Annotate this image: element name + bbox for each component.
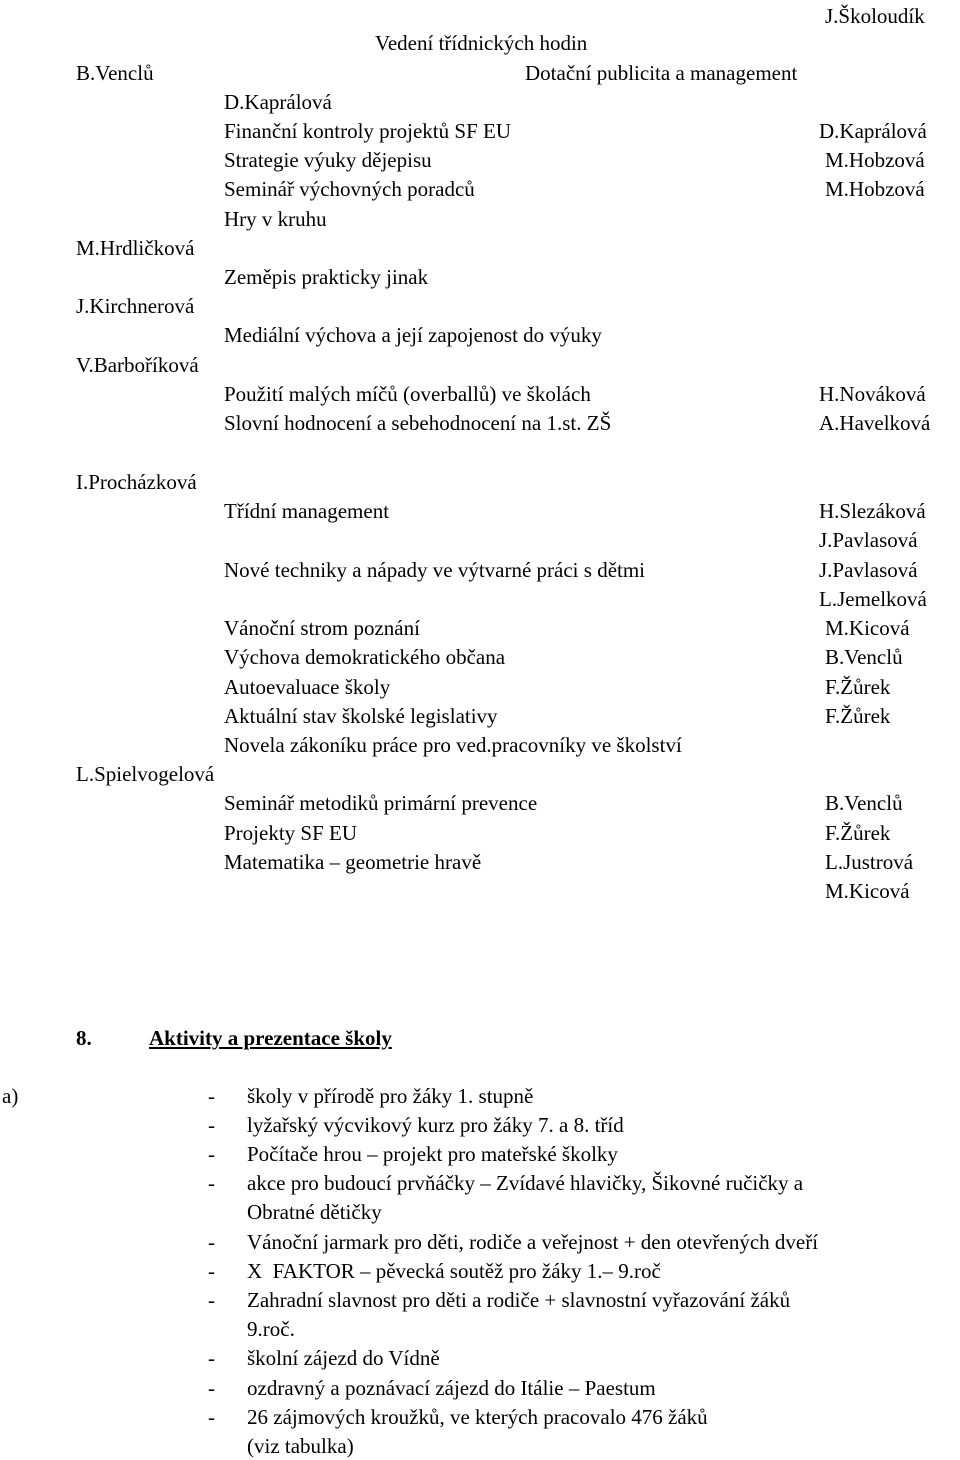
name-novakova: H.Nováková bbox=[819, 382, 926, 406]
list-bullet: - bbox=[208, 1113, 215, 1137]
course-nove: Nové techniky a nápady ve výtvarné práci s dětmi bbox=[224, 558, 646, 582]
list-bullet: - bbox=[208, 1376, 215, 1400]
list-item-continuation: Obratné dětičky bbox=[247, 1200, 382, 1224]
name-zurek: F.Žůrek bbox=[825, 675, 891, 699]
list-item: ozdravný a poznávací zájezd do Itálie – Paestum bbox=[247, 1376, 656, 1400]
course-aktualni: Aktuální stav školské legislativy bbox=[224, 704, 498, 728]
name-havelkova: A.Havelková bbox=[819, 411, 931, 435]
list-item: X FAKTOR – pěvecká soutěž pro žáky 1.– 9.roč bbox=[247, 1259, 661, 1283]
name-hrdlickova: M.Hrdličková bbox=[76, 236, 195, 260]
name-pavlasova: J.Pavlasová bbox=[819, 558, 918, 582]
list-item: Zahradní slavnost pro děti a rodiče + slavnostní vyřazování žáků bbox=[247, 1288, 791, 1312]
list-bullet: - bbox=[208, 1230, 215, 1254]
course-dotacni: Dotační publicita a management bbox=[525, 61, 798, 85]
list-item: školní zájezd do Vídně bbox=[247, 1346, 440, 1370]
course-strategie: Strategie výuky dějepisu bbox=[224, 148, 432, 172]
name-justrova: L.Justrová bbox=[825, 850, 914, 874]
list-item: akce pro budoucí prvňáčky – Zvídavé hlavičky, Šikovné ručičky a bbox=[247, 1171, 804, 1195]
course-vychova: Výchova demokratického občana bbox=[224, 645, 506, 669]
list-item-continuation: (viz tabulka) bbox=[247, 1434, 354, 1458]
list-bullet: - bbox=[208, 1405, 215, 1429]
name-kirchnerova: J.Kirchnerová bbox=[76, 294, 195, 318]
list-item: školy v přírodě pro žáky 1. stupně bbox=[247, 1084, 534, 1108]
course-zemepis: Zeměpis prakticky jinak bbox=[224, 265, 429, 289]
list-bullet: - bbox=[208, 1142, 215, 1166]
name-spielvogelova: L.Spielvogelová bbox=[76, 762, 215, 786]
course-vanocni: Vánoční strom poznání bbox=[224, 616, 420, 640]
name-skoloudik: J.Školoudík bbox=[825, 4, 925, 28]
name-barborikova: V.Barboříková bbox=[76, 353, 199, 377]
name-kicova: M.Kicová bbox=[825, 616, 910, 640]
list-item: Vánoční jarmark pro děti, rodiče a veřejnost + den otevřených dveří bbox=[247, 1230, 819, 1254]
list-bullet: - bbox=[208, 1259, 215, 1283]
name-kicova: M.Kicová bbox=[825, 879, 910, 903]
list-bullet: - bbox=[208, 1171, 215, 1195]
course-autoevaluace: Autoevaluace školy bbox=[224, 675, 391, 699]
course-seminar-vychovnych: Seminář výchovných poradců bbox=[224, 177, 475, 201]
course-medialni: Mediální výchova a její zapojenost do výuky bbox=[224, 323, 602, 347]
course-projekty: Projekty SF EU bbox=[224, 821, 358, 845]
name-zurek: F.Žůrek bbox=[825, 821, 891, 845]
name-hobzova: M.Hobzová bbox=[825, 148, 925, 172]
course-vedeni: Vedení třídnických hodin bbox=[375, 31, 588, 55]
course-hry: Hry v kruhu bbox=[224, 207, 327, 231]
name-pavlasova: J.Pavlasová bbox=[819, 528, 918, 552]
course-matematika: Matematika – geometrie hravě bbox=[224, 850, 482, 874]
name-kapralova: D.Kaprálová bbox=[819, 119, 927, 143]
list-item-continuation: 9.roč. bbox=[247, 1317, 295, 1341]
section-title: Aktivity a prezentace školy bbox=[149, 1026, 392, 1050]
course-pouziti: Použití malých míčů (overballů) ve školách bbox=[224, 382, 591, 406]
name-zurek: F.Žůrek bbox=[825, 704, 891, 728]
course-metodiku: Seminář metodiků primární prevence bbox=[224, 791, 538, 815]
name-venclu: B.Venclů bbox=[825, 645, 903, 669]
name-venclu: B.Venclů bbox=[825, 791, 903, 815]
name-kapralova: D.Kaprálová bbox=[224, 90, 332, 114]
list-bullet: - bbox=[208, 1346, 215, 1370]
list-item: Počítače hrou – projekt pro mateřské školky bbox=[247, 1142, 618, 1166]
name-slezakova: H.Slezáková bbox=[819, 499, 926, 523]
list-label: a) bbox=[2, 1084, 19, 1108]
name-venclu: B.Venclů bbox=[76, 61, 154, 85]
course-financni: Finanční kontroly projektů SF EU bbox=[224, 119, 511, 143]
name-hobzova: M.Hobzová bbox=[825, 177, 925, 201]
name-jemelkova: L.Jemelková bbox=[819, 587, 927, 611]
course-slovni: Slovní hodnocení a sebehodnocení na 1.st. ZŠ bbox=[224, 411, 612, 435]
name-prochazkova: I.Procházková bbox=[76, 470, 197, 494]
course-novela: Novela zákoníku práce pro ved.pracovníky ve školství bbox=[224, 733, 682, 757]
list-bullet: - bbox=[208, 1084, 215, 1108]
list-bullet: - bbox=[208, 1288, 215, 1312]
list-item: 26 zájmových kroužků, ve kterých pracovalo 476 žáků bbox=[247, 1405, 708, 1429]
course-tridni: Třídní management bbox=[224, 499, 390, 523]
list-item: lyžařský výcvikový kurz pro žáky 7. a 8. tříd bbox=[247, 1113, 624, 1137]
section-number: 8. bbox=[76, 1026, 92, 1050]
